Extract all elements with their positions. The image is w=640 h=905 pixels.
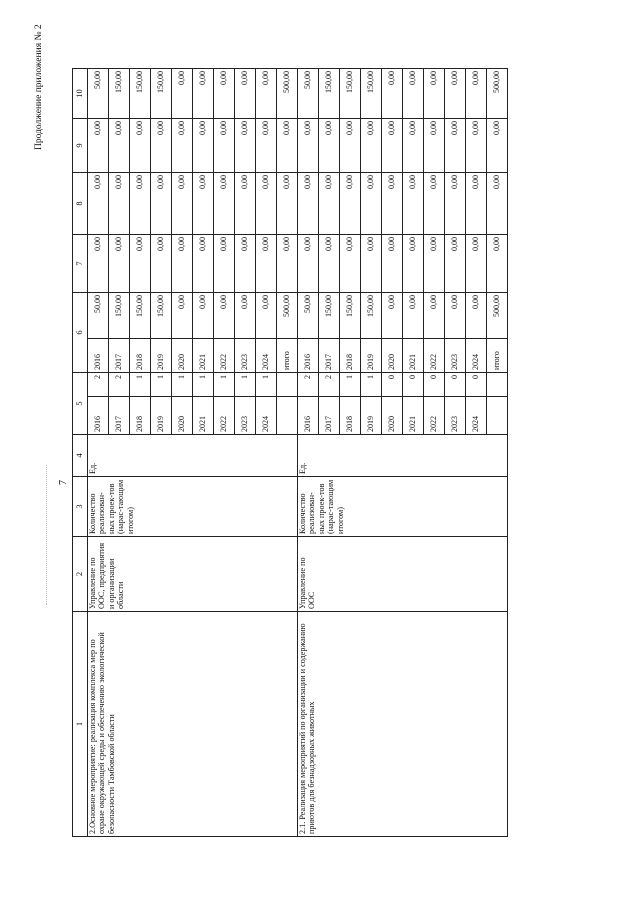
funding-total-cell: 150,00 [319, 293, 340, 339]
indicator-year-cell: 2024 [466, 397, 487, 435]
funding-year-cell: 2018 [340, 339, 361, 373]
federal-budget-cell: 0,00 [256, 235, 277, 293]
regional-budget-cell: 0,00 [151, 173, 172, 235]
funding-total-cell: 0,00 [235, 293, 256, 339]
funding-year-cell: 2018 [130, 339, 151, 373]
indicator-year-cell: 2023 [445, 397, 466, 435]
local-budget-cell: 0,00 [361, 119, 382, 173]
regional-budget-cell: 0,00 [172, 173, 193, 235]
regional-budget-cell: 0,00 [277, 173, 298, 235]
indicator-value-cell: 2 [109, 373, 130, 397]
column-number-row [73, 69, 88, 837]
indicator-year-cell: 2019 [151, 397, 172, 435]
indicator-value-cell [487, 373, 508, 397]
funding-year-cell: 2019 [151, 339, 172, 373]
local-budget-cell: 0,00 [466, 119, 487, 173]
funding-year-cell: 2023 [235, 339, 256, 373]
funding-total-cell: 0,00 [382, 293, 403, 339]
regional-budget-cell: 0,00 [256, 173, 277, 235]
funding-total-cell: 0,00 [403, 293, 424, 339]
funding-total-cell: 150,00 [340, 293, 361, 339]
indicator-value-cell: 0 [466, 373, 487, 397]
local-budget-cell: 0,00 [277, 119, 298, 173]
indicator-year-cell: 2016 [88, 397, 109, 435]
other-sources-cell: 150,00 [340, 69, 361, 119]
other-sources-cell: 50,00 [88, 69, 109, 119]
appendix-caption: Продолжение приложения № 2 [34, 24, 44, 150]
regional-budget-cell: 0,00 [487, 173, 508, 235]
indicator-value-cell: 1 [172, 373, 193, 397]
other-sources-cell: 0,00 [172, 69, 193, 119]
indicator-value-cell: 0 [445, 373, 466, 397]
funding-total-cell: 0,00 [466, 293, 487, 339]
regional-budget-cell: 0,00 [361, 173, 382, 235]
column-header-6: 6 [73, 293, 88, 373]
regional-budget-cell: 0,00 [403, 173, 424, 235]
regional-budget-cell: 0,00 [340, 173, 361, 235]
indicator-value-cell: 0 [403, 373, 424, 397]
other-sources-cell: 0,00 [424, 69, 445, 119]
funding-total-cell: 0,00 [256, 293, 277, 339]
indicator-cell: Количество реализован-ных проек-тов (нарас-тающим итогом) [298, 477, 508, 537]
column-header-7: 7 [73, 235, 88, 293]
indicator-value-cell: 1 [235, 373, 256, 397]
federal-budget-cell: 0,00 [319, 235, 340, 293]
funding-year-cell: 2024 [256, 339, 277, 373]
regional-budget-cell: 0,00 [214, 173, 235, 235]
funding-total-cell: 0,00 [193, 293, 214, 339]
indicator-value-cell: 2 [319, 373, 340, 397]
regional-budget-cell: 0,00 [130, 173, 151, 235]
indicator-value-cell: 0 [382, 373, 403, 397]
scan-artifact-line [46, 465, 47, 605]
federal-budget-cell: 0,00 [151, 235, 172, 293]
regional-budget-cell: 0,00 [298, 173, 319, 235]
other-sources-cell: 0,00 [256, 69, 277, 119]
indicator-year-cell [487, 397, 508, 435]
indicator-value-cell: 1 [361, 373, 382, 397]
indicator-value-cell: 1 [214, 373, 235, 397]
indicator-value-cell: 1 [151, 373, 172, 397]
funding-total-cell: 500,00 [277, 293, 298, 339]
executor-cell: Управление по ООС, предприятия и организации области [88, 537, 298, 612]
local-budget-cell: 0,00 [424, 119, 445, 173]
funding-total-cell: 500,00 [487, 293, 508, 339]
indicator-year-cell: 2017 [319, 397, 340, 435]
regional-budget-cell: 0,00 [88, 173, 109, 235]
federal-budget-cell: 0,00 [130, 235, 151, 293]
indicator-year-cell: 2020 [382, 397, 403, 435]
other-sources-cell: 150,00 [151, 69, 172, 119]
funding-total-cell: 150,00 [361, 293, 382, 339]
indicator-year-cell: 2018 [340, 397, 361, 435]
local-budget-cell: 0,00 [487, 119, 508, 173]
funding-total-cell: 0,00 [424, 293, 445, 339]
indicator-cell: Количество реализован-ных проек-тов (нарас-тающим итогом) [88, 477, 298, 537]
regional-budget-cell: 0,00 [466, 173, 487, 235]
program-activities-table [72, 68, 508, 837]
funding-total-cell: 0,00 [214, 293, 235, 339]
indicator-year-cell: 2019 [361, 397, 382, 435]
funding-year-cell: 2024 [466, 339, 487, 373]
federal-budget-cell: 0,00 [382, 235, 403, 293]
local-budget-cell: 0,00 [235, 119, 256, 173]
funding-year-cell: 2022 [214, 339, 235, 373]
indicator-value-cell: 2 [88, 373, 109, 397]
table-row [298, 69, 319, 837]
regional-budget-cell: 0,00 [193, 173, 214, 235]
regional-budget-cell: 0,00 [382, 173, 403, 235]
indicator-value-cell: 2 [298, 373, 319, 397]
local-budget-cell: 0,00 [403, 119, 424, 173]
column-header-9: 9 [73, 119, 88, 173]
indicator-year-cell: 2022 [214, 397, 235, 435]
column-header-10: 10 [73, 69, 88, 119]
funding-total-cell: 150,00 [109, 293, 130, 339]
funding-year-cell: 2016 [298, 339, 319, 373]
federal-budget-cell: 0,00 [361, 235, 382, 293]
federal-budget-cell: 0,00 [193, 235, 214, 293]
federal-budget-cell: 0,00 [109, 235, 130, 293]
federal-budget-cell: 0,00 [403, 235, 424, 293]
indicator-year-cell: 2021 [193, 397, 214, 435]
indicator-year-cell: 2024 [256, 397, 277, 435]
other-sources-cell: 0,00 [235, 69, 256, 119]
funding-year-cell: 2017 [319, 339, 340, 373]
funding-year-cell: 2022 [424, 339, 445, 373]
funding-year-cell: 2023 [445, 339, 466, 373]
funding-total-cell: 150,00 [151, 293, 172, 339]
local-budget-cell: 0,00 [214, 119, 235, 173]
funding-year-cell: 2020 [382, 339, 403, 373]
other-sources-cell: 0,00 [466, 69, 487, 119]
other-sources-cell: 150,00 [109, 69, 130, 119]
funding-year-cell: 2020 [172, 339, 193, 373]
executor-cell: Управление по ООС [298, 537, 508, 612]
federal-budget-cell: 0,00 [214, 235, 235, 293]
column-header-2: 2 [73, 537, 88, 612]
funding-total-cell: 150,00 [130, 293, 151, 339]
funding-year-cell: 2017 [109, 339, 130, 373]
regional-budget-cell: 0,00 [319, 173, 340, 235]
federal-budget-cell: 0,00 [298, 235, 319, 293]
federal-budget-cell: 0,00 [487, 235, 508, 293]
funding-year-cell: 2021 [403, 339, 424, 373]
indicator-year-cell: 2020 [172, 397, 193, 435]
local-budget-cell: 0,00 [172, 119, 193, 173]
local-budget-cell: 0,00 [88, 119, 109, 173]
indicator-value-cell: 1 [340, 373, 361, 397]
unit-cell: Ед. [298, 435, 508, 477]
federal-budget-cell: 0,00 [424, 235, 445, 293]
indicator-year-cell: 2016 [298, 397, 319, 435]
other-sources-cell: 0,00 [193, 69, 214, 119]
indicator-year-cell: 2023 [235, 397, 256, 435]
local-budget-cell: 0,00 [382, 119, 403, 173]
other-sources-cell: 0,00 [445, 69, 466, 119]
funding-total-cell: 50,00 [88, 293, 109, 339]
other-sources-cell: 500,00 [277, 69, 298, 119]
funding-year-cell: 2019 [361, 339, 382, 373]
indicator-value-cell [277, 373, 298, 397]
federal-budget-cell: 0,00 [466, 235, 487, 293]
column-header-1: 1 [73, 612, 88, 837]
regional-budget-cell: 0,00 [424, 173, 445, 235]
local-budget-cell: 0,00 [256, 119, 277, 173]
indicator-year-cell: 2022 [424, 397, 445, 435]
indicator-value-cell: 1 [256, 373, 277, 397]
column-header-8: 8 [73, 173, 88, 235]
indicator-year-cell [277, 397, 298, 435]
federal-budget-cell: 0,00 [445, 235, 466, 293]
federal-budget-cell: 0,00 [172, 235, 193, 293]
local-budget-cell: 0,00 [130, 119, 151, 173]
funding-year-cell: 2016 [88, 339, 109, 373]
local-budget-cell: 0,00 [445, 119, 466, 173]
other-sources-cell: 150,00 [130, 69, 151, 119]
local-budget-cell: 0,00 [151, 119, 172, 173]
other-sources-cell: 0,00 [403, 69, 424, 119]
other-sources-cell: 150,00 [361, 69, 382, 119]
indicator-year-cell: 2021 [403, 397, 424, 435]
federal-budget-cell: 0,00 [235, 235, 256, 293]
federal-budget-cell: 0,00 [88, 235, 109, 293]
local-budget-cell: 0,00 [319, 119, 340, 173]
local-budget-cell: 0,00 [298, 119, 319, 173]
local-budget-cell: 0,00 [193, 119, 214, 173]
local-budget-cell: 0,00 [109, 119, 130, 173]
page-number: 7 [58, 480, 69, 485]
column-header-5: 5 [73, 373, 88, 435]
table-body [73, 69, 508, 837]
column-header-4: 4 [73, 435, 88, 477]
indicator-value-cell: 1 [193, 373, 214, 397]
federal-budget-cell: 0,00 [340, 235, 361, 293]
indicator-value-cell: 0 [424, 373, 445, 397]
other-sources-cell: 0,00 [214, 69, 235, 119]
local-budget-cell: 0,00 [340, 119, 361, 173]
indicator-value-cell: 1 [130, 373, 151, 397]
funding-year-cell: итого [277, 339, 298, 373]
federal-budget-cell: 0,00 [277, 235, 298, 293]
activity-name: 2.1. Реализация мероприятий по организации и содержанию приютов для безнадзорных животных [298, 612, 508, 837]
funding-total-cell: 0,00 [445, 293, 466, 339]
regional-budget-cell: 0,00 [445, 173, 466, 235]
funding-total-cell: 0,00 [172, 293, 193, 339]
other-sources-cell: 50,00 [298, 69, 319, 119]
funding-year-cell: 2021 [193, 339, 214, 373]
regional-budget-cell: 0,00 [235, 173, 256, 235]
regional-budget-cell: 0,00 [109, 173, 130, 235]
indicator-year-cell: 2017 [109, 397, 130, 435]
column-header-3: 3 [73, 477, 88, 537]
unit-cell: Ед. [88, 435, 298, 477]
funding-total-cell: 50,00 [298, 293, 319, 339]
activity-name: 2.Основное мероприятие: реализация комплекса мер по охране окружающей среды и обеспечению экологической безопасности Тамбовской области [88, 612, 298, 837]
other-sources-cell: 0,00 [382, 69, 403, 119]
funding-year-cell: итого [487, 339, 508, 373]
other-sources-cell: 500,00 [487, 69, 508, 119]
table-row [88, 69, 109, 837]
indicator-year-cell: 2018 [130, 397, 151, 435]
other-sources-cell: 150,00 [319, 69, 340, 119]
